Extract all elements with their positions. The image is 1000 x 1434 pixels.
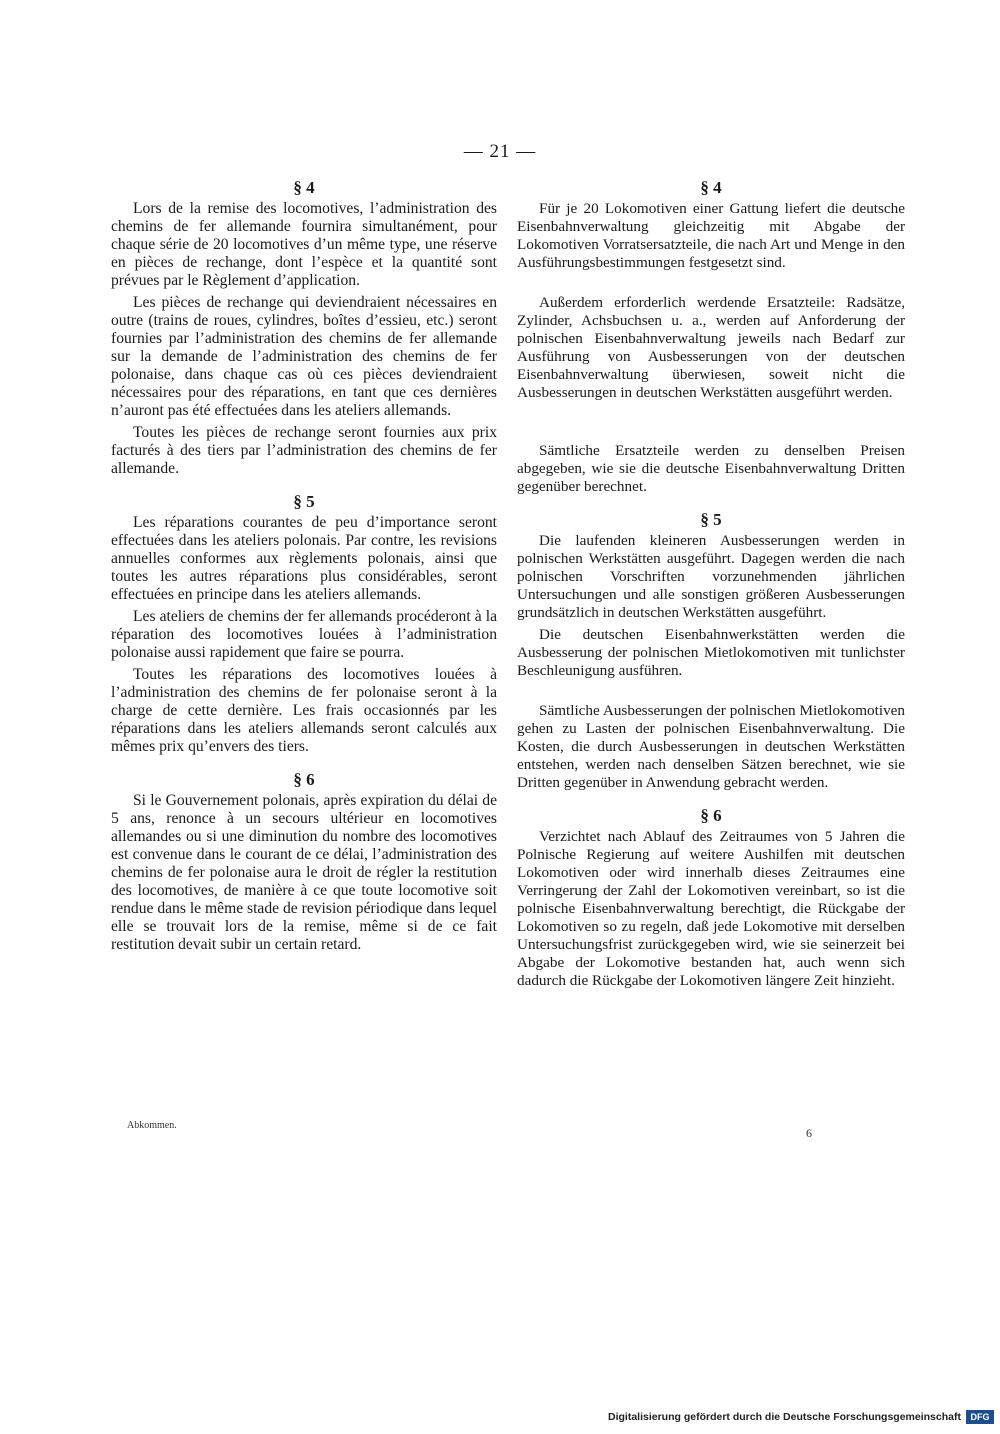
section-heading-4-de: § 4 [700, 178, 722, 197]
sheet-mark: 6 [806, 1126, 812, 1140]
paragraph-fr-5-1: Les réparations courantes de peu d’importance seront effectuées dans les ateliers polonais. Par contre, les revisions annuelles conformes aux règlements polonais, ainsi que toutes les autres réparations plus considérables, seront effectuées en principe dans les ateliers allemands. [111, 514, 497, 603]
digitization-credit: Digitalisierung gefördert durch die Deutsche Forschungsgemeinschaft [608, 1411, 961, 1423]
section-heading-6-de: § 6 [700, 806, 722, 825]
german-column [517, 176, 905, 990]
paragraph-de-4-1: Für je 20 Lokomotiven einer Gattung liefert die deutsche Eisenbahnverwaltung gleichzeitig mit Abgabe der Lokomotiven Vorratsersatzteile, die nach Art und Menge in den Ausführungsbestimmungen festgesetzt sind. [517, 200, 905, 271]
page-number: — 21 — [463, 141, 537, 162]
section-heading-4-fr: § 4 [293, 178, 315, 197]
paragraph-fr-5-2: Les ateliers de chemins der fer allemands procéderont à la réparation des locomotives louées à l’administration polonaise aussi rapidement que faire se pourra. [111, 608, 497, 661]
section-heading-5-de: § 5 [700, 510, 722, 529]
paragraph-fr-6-1: Si le Gouvernement polonais, après expiration du délai de 5 ans, renonce à un secours ultérieur en locomotives allemandes ou si une diminution du nombre des locomotives est convenue dans le courant de ce délai, l’administration des chemins de fer polonaise aura le droit de régler la restitution des locomotives, de manière à ce que toute locomotive soit rendue dans le même stade de revision périodique dans lequel elle se trouvait lors de la remise, même si de ce fait restitution devait subir un certain retard. [111, 792, 497, 953]
paragraph-fr-4-3: Toutes les pièces de rechange seront fournies aux prix facturés à des tiers par l’administration des chemins de fer allemande. [111, 424, 497, 477]
paragraph-de-6-1: Verzichtet nach Ablauf des Zeitraumes von 5 Jahren die Polnische Regierung auf weitere Aushilfen mit deutschen Lokomotiven oder wird innerhalb dieses Zeitraumes eine Verringerung der Zahl der Lokomotiven vereinbart, so ist die polnische Eisenbahnverwaltung berechtigt, die Rückgabe der Lokomotiven so zu regeln, daß jede Lokomotive mit derselben Untersuchungsfrist zurückgegeben wird, wie sie seinerzeit bei Abgabe der Lokomotive bestanden hat, auch wenn sich dadurch die Rückgabe der Lokomotiven längere Zeit hinzieht. [517, 828, 905, 989]
paragraph-fr-4-2: Les pièces de rechange qui deviendraient nécessaires en outre (trains de roues, cylindres, boîtes d’essieu, etc.) seront fournies par l’administration des chemins de fer allemande sur la demande de l’administration des chemins de fer polonaise, dans chaque cas où ces pièces deviendraient nécessaires pour des réparations, en tant que ces dernières n’auront pas été effectuées dans les ateliers allemands. [111, 294, 497, 419]
footer-note: Abkommen. [127, 1120, 177, 1131]
paragraph-de-4-2: Außerdem erforderlich werdende Ersatzteile: Radsätze, Zylinder, Achsbuchsen u. a., werden auf Anforderung der polnischen Eisenbahnverwaltung jeweils nach Bedarf zur Ausführung von Ausbesserungen von der deutschen Eisenbahnverwaltung überwiesen, soweit nicht die Ausbesserungen in deutschen Werkstätten ausgeführt werden. [517, 294, 905, 401]
paragraph-de-5-3: Sämtliche Ausbesserungen der polnischen Mietlokomotiven gehen zu Lasten der polnischen Eisenbahnverwaltung. Die Kosten, die durch Ausbesserungen in deutschen Werkstätten entstehen, werden nach denselben Sätzen berechnet, wie sie Dritten gegenüber in Anwendung gebracht werden. [517, 702, 905, 791]
section-heading-5-fr: § 5 [293, 492, 315, 511]
dfg-logo-icon: DFG [966, 1410, 994, 1424]
french-column [111, 176, 497, 954]
paragraph-de-5-1: Die laufenden kleineren Ausbesserungen werden in polnischen Werkstätten ausgeführt. Dagegen werden die nach polnischen Vorschriften vorzunehmenden jährlichen Untersuchungen und alle sonstigen größeren Ausbesserungen grundsätzlich in deutschen Werkstätten ausgeführt. [517, 532, 905, 621]
paragraph-de-5-2: Die deutschen Eisenbahnwerkstätten werden die Ausbesserung der polnischen Mietlokomotiven mit tunlichster Beschleunigung ausführen. [517, 626, 905, 679]
paragraph-fr-4-1: Lors de la remise des locomotives, l’administration des chemins de fer allemande fournira simultanément, pour chaque série de 20 locomotives d’un même type, une réserve en pièces de rechange, dont l’espèce et la quantité sont prévues par le Règlement d’application. [111, 200, 497, 289]
section-heading-6-fr: § 6 [293, 770, 315, 789]
paragraph-de-4-3: Sämtliche Ersatzteile werden zu denselben Preisen abgegeben, wie sie die deutsche Eisenbahnverwaltung Dritten gegenüber berechnet. [517, 442, 905, 495]
paragraph-fr-5-3: Toutes les réparations des locomotives louées à l’administration des chemins de fer polonaise seront à la charge de cette dernière. Les frais occasionnés par les réparations dans les ateliers allemands seront calculés aux mêmes prix qu’envers des tiers. [111, 666, 497, 755]
